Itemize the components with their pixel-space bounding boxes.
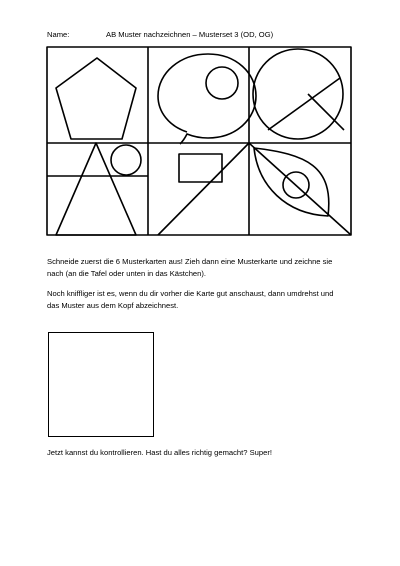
worksheet-header	[47, 29, 367, 41]
pattern-card-rectangle	[158, 143, 249, 235]
drawing-box[interactable]	[48, 332, 154, 437]
pattern-card-circle-lines	[253, 49, 344, 139]
card6-diagonal-line	[249, 143, 351, 235]
triangle-card-circle	[111, 145, 141, 175]
card5-diagonal-line	[158, 143, 249, 235]
name-label: Name:	[47, 30, 70, 39]
instruction-paragraph-2: Noch kniffliger ist es, wenn du dir vorher die Karte gut anschaust, dann umdrehst und das Muster aus dem Kopf abzeichnest.	[47, 289, 334, 311]
circle-diagonal-line	[268, 78, 340, 130]
cards-outer-border	[47, 47, 351, 235]
instruction-paragraph-1: Schneide zuerst die 6 Musterkarten aus! Zieh dann eine Musterkarte und zeichne sie nach (an die Tafel oder unten in das Kästchen).	[47, 257, 333, 279]
pattern-card-speech-bubble	[158, 54, 256, 144]
worksheet-title: AB Muster nachzeichnen – Musterset 3 (OD, OG)	[106, 30, 274, 39]
big-circle-shape	[253, 49, 343, 139]
pattern-cards-grid	[46, 46, 352, 236]
pentagon-shape	[56, 58, 136, 139]
instruction-paragraph-3: Jetzt kannst du kontrollieren. Hast du alles richtig gemacht? Super!	[47, 448, 272, 457]
triangle-shape	[56, 143, 136, 235]
pattern-card-pentagon	[56, 58, 136, 139]
pattern-card-triangle	[47, 143, 148, 235]
speech-bubble-shape	[158, 54, 256, 144]
speech-bubble-circle	[206, 67, 238, 99]
pattern-cards-svg	[46, 46, 352, 236]
pattern-card-leaf	[249, 143, 351, 235]
